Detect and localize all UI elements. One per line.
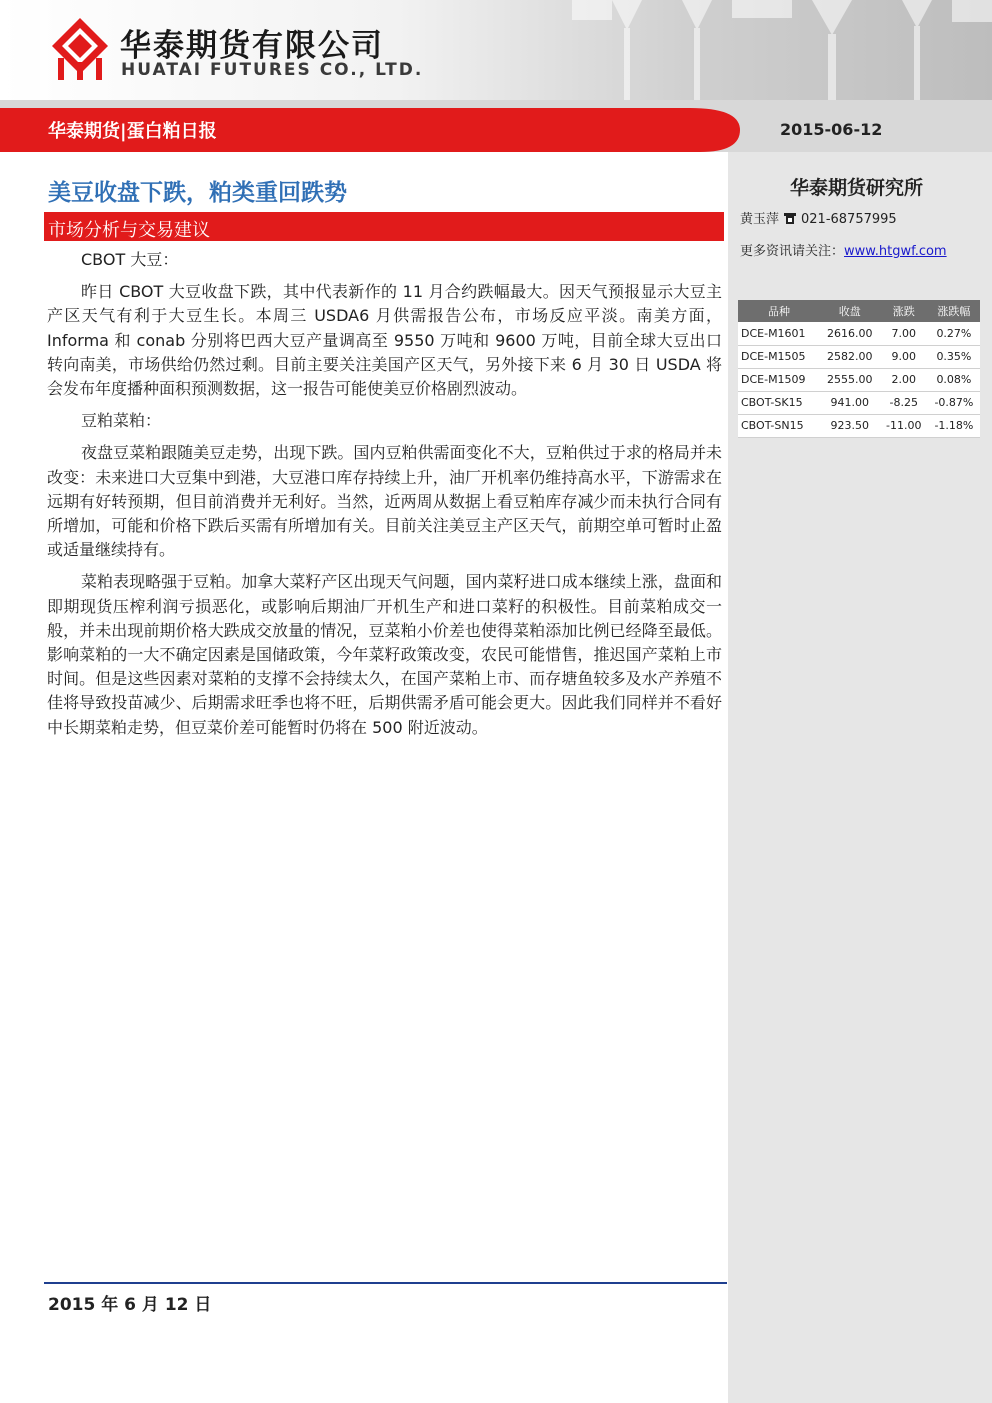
table-row xyxy=(738,322,980,345)
footer-divider xyxy=(44,1282,727,1284)
table-cell: 0.27% xyxy=(928,322,980,345)
table-row xyxy=(738,391,980,414)
subheading-meal: 豆粕菜粕： xyxy=(81,411,162,431)
paragraph: 夜盘豆菜粕跟随美豆走势，出现下跌。国内豆粕供需面变化不大，豆粕供过于求的格局并未改变：未来进口大豆集中到港，大豆港口库存持续上升，油厂开机率仍维持高水平，下游需求在远期有好转预期，但目前消费并无利好。当然，近两周从数据上看豆粕库存减少而未执行合同有所增加，可能和价格下跌后买需有所增加有关。目前关注美豆主产区天气，前期空单可暂时止盈或适量继续持有。 xyxy=(47,443,722,560)
table-cell: -1.18% xyxy=(928,414,980,437)
company-name-cn: 华泰期货有限公司 xyxy=(120,28,384,64)
table-cell: CBOT-SK15 xyxy=(738,391,820,414)
table-cell: -8.25 xyxy=(880,391,928,414)
table-row xyxy=(738,345,980,368)
table-cell: 2616.00 xyxy=(820,322,880,345)
quotes-header-cell: 涨跌幅 xyxy=(928,300,980,322)
table-row xyxy=(738,414,980,437)
paragraph: 菜粕表现略强于豆粕。加拿大菜籽产区出现天气问题，国内菜籽进口成本继续上涨，盘面和即期现货压榨利润亏损恶化，或影响后期油厂开机生产和进口菜籽的积极性。目前菜粕成交一般，并未出现前期价格大跌成交放量的情况，豆菜粕小价差也使得菜粕添加比例已经降至最低。影响菜粕的一大不确定因素是国储政策，今年菜籽政策改变，农民可能惜售，推迟国产菜粕上市时间。但是这些因素对菜粕的支撑不会持续太久，在国产菜粕上市、而存塘鱼较多及水产养殖不佳将导致投苗减少、后期需求旺季也将不旺，后期供需矛盾可能会更大。因此我们同样并不看好中长期菜粕走势，但豆菜价差可能暂时仍将在 500 附近波动。 xyxy=(47,572,722,737)
table-cell: 2.00 xyxy=(880,368,928,391)
article-title: 美豆收盘下跌，粕类重回跌势 xyxy=(48,180,347,206)
table-cell: 7.00 xyxy=(880,322,928,345)
phone-icon xyxy=(784,213,796,224)
more-info-label: 更多资讯请关注： xyxy=(740,244,845,259)
huatai-logo-icon xyxy=(52,18,108,80)
analyst-name: 黄玉萍 xyxy=(740,212,780,227)
article-body xyxy=(47,248,722,748)
analyst-phone: 021-68757995 xyxy=(801,212,897,227)
report-date: 2015-06-12 xyxy=(780,120,883,139)
research-institute: 华泰期货研究所 xyxy=(790,177,924,199)
table-cell: 0.35% xyxy=(928,345,980,368)
analyst-contact xyxy=(740,208,897,227)
table-cell: DCE-M1505 xyxy=(738,345,820,368)
quotes-header-cell: 涨跌 xyxy=(880,300,928,322)
table-cell: 0.08% xyxy=(928,368,980,391)
paragraph: 昨日 CBOT 大豆收盘下跌，其中代表新作的 11 月合约跌幅最大。因天气预报显示大豆主产区天气有利于大豆生长。本周三 USDA6 月供需报告公布，市场反应平淡。南美方面，Informa 和 conab 分别将巴西大豆产量调高至 9550 万吨和 9600 万吨，目前全球大豆出口转向南美，市场供给仍然过剩。目前主要关注美国产区天气，另外接下来 6 月 30 日 USDA 将会发布年度播种面积预测数据，这一报告可能使美豆价格剧烈波动。 xyxy=(47,282,722,399)
quotes-table xyxy=(738,300,980,438)
quotes-header-cell: 品种 xyxy=(738,300,820,322)
table-cell: CBOT-SN15 xyxy=(738,414,820,437)
section-title: 市场分析与交易建议 xyxy=(48,220,210,241)
table-cell: 941.00 xyxy=(820,391,880,414)
table-cell: -11.00 xyxy=(880,414,928,437)
table-cell: 923.50 xyxy=(820,414,880,437)
table-cell: DCE-M1601 xyxy=(738,322,820,345)
page-header xyxy=(0,0,992,100)
website-link[interactable]: www.htgwf.com xyxy=(844,244,947,259)
report-series-title: 华泰期货|蛋白粕日报 xyxy=(48,121,217,142)
header-decoration xyxy=(572,0,992,100)
table-row xyxy=(738,368,980,391)
table-cell: 2582.00 xyxy=(820,345,880,368)
subheading-cbot: CBOT 大豆： xyxy=(81,250,179,269)
table-cell: 2555.00 xyxy=(820,368,880,391)
company-name-en: HUATAI FUTURES CO., LTD. xyxy=(121,60,424,80)
table-cell: DCE-M1509 xyxy=(738,368,820,391)
more-info xyxy=(740,240,947,259)
table-cell: 9.00 xyxy=(880,345,928,368)
table-cell: -0.87% xyxy=(928,391,980,414)
quotes-header-row xyxy=(738,300,980,322)
quotes-header-cell: 收盘 xyxy=(820,300,880,322)
footer-date: 2015 年 6 月 12 日 xyxy=(48,1295,212,1315)
